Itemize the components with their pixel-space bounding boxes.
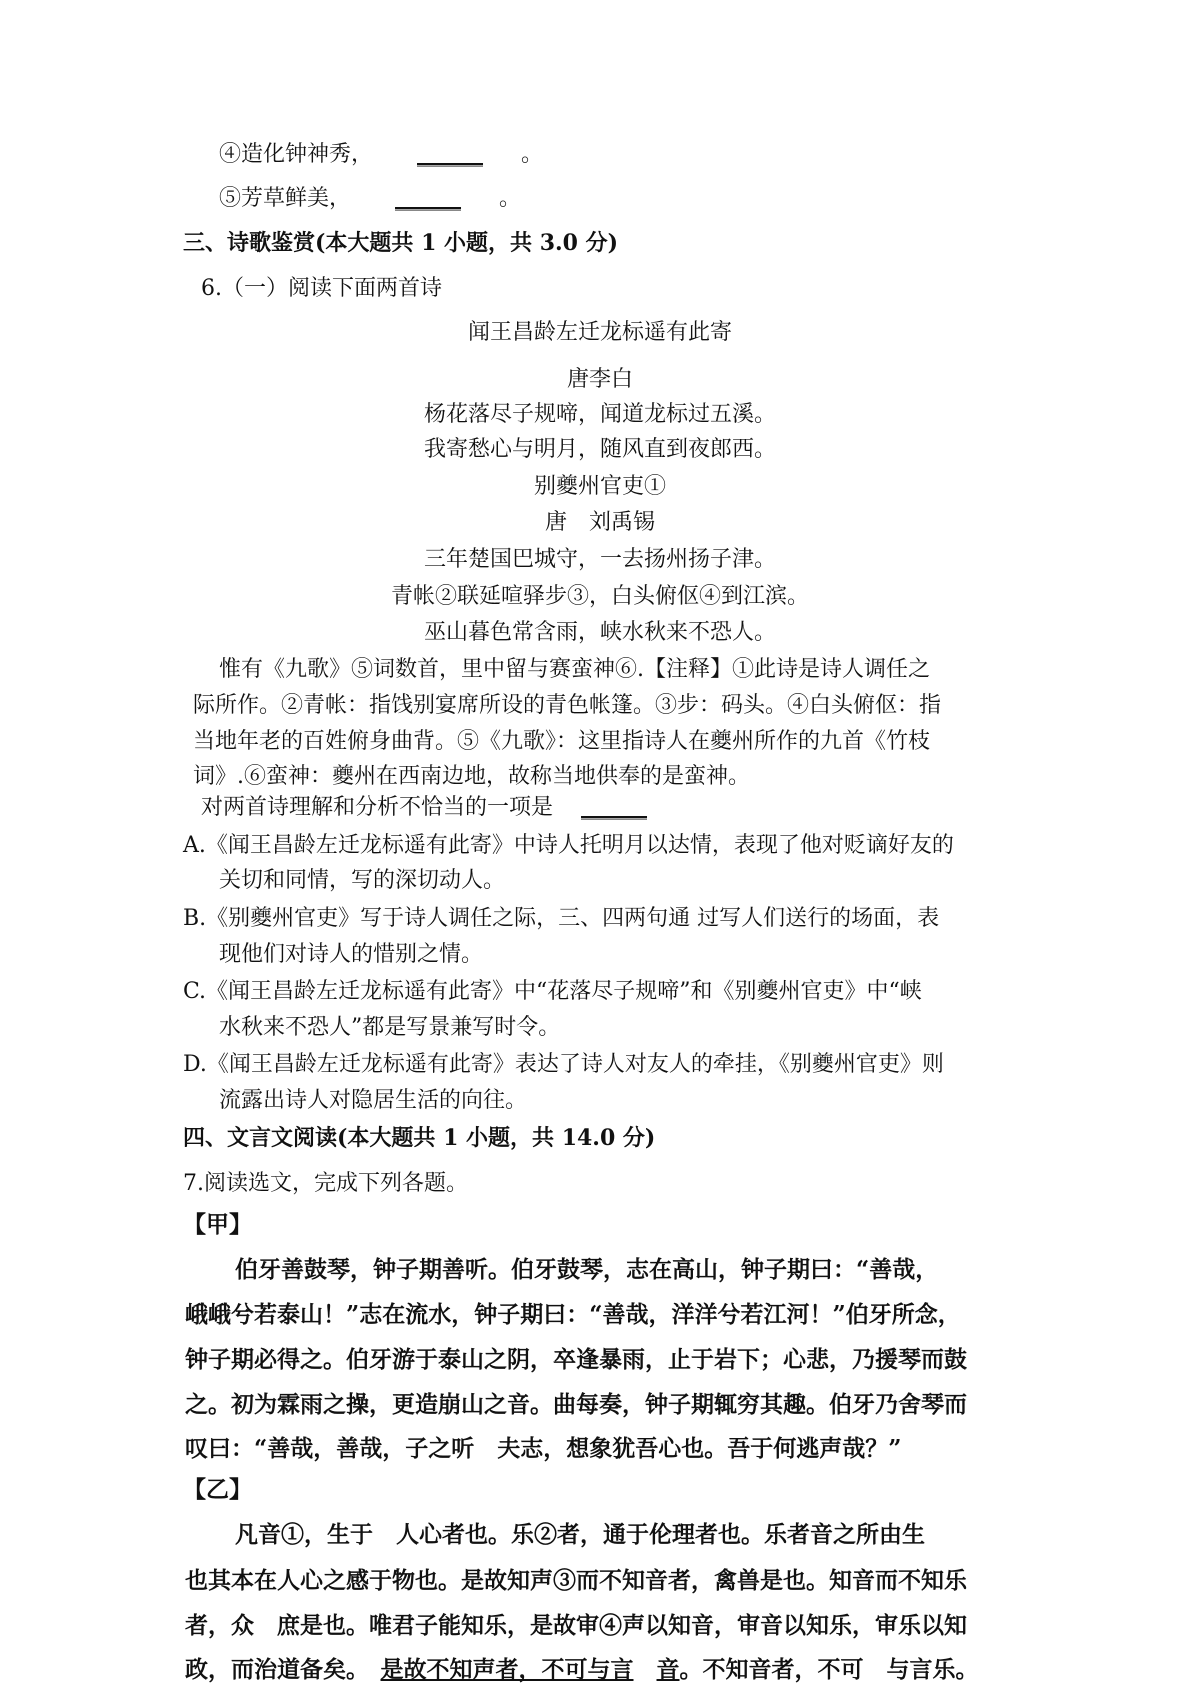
option-b-cont: 现他们对诗人的惜别之情。 (219, 942, 484, 967)
answer-blank[interactable]: ______ (417, 142, 484, 167)
answer-blank[interactable]: ______ (581, 795, 648, 820)
fill-item-4: ④造化钟神秀， ______ 。 (219, 138, 543, 172)
passage-jia-line: 峨峨兮若泰山！”志在流水，钟子期曰：“善哉，洋洋兮若江河！”伯牙所念， (185, 1301, 961, 1328)
poem-1-author: 唐李白 (566, 367, 633, 392)
poem-2-line: 巫山暮色常含雨，峡水秋来不恐人。 (423, 620, 776, 645)
poem-2-line: 青帐②联延喧驿步③，白头俯伛④到江滨。 (390, 584, 809, 609)
passage-yi-line: 者，众 庶是也。唯君子能知乐，是故审④声以知音，审音以知乐，审乐以知 (185, 1612, 967, 1639)
poem-1-line: 杨花落尽子规啼，闻道龙标过五溪。 (423, 402, 776, 427)
passage-jia-line: 之。初为霖雨之操，更造崩山之音。曲每奏，钟子期辄穷其趣。伯牙乃舍琴而 (185, 1391, 967, 1418)
passage-yi-line: 凡音①，生于 人心者也。乐②者，通于伦理者也。乐者音之所由生 (235, 1521, 925, 1548)
poem-1-line: 我寄愁心与明月，随风直到夜郎西。 (423, 437, 776, 462)
option-d-cont: 流露出诗人对隐居生活的向往。 (219, 1088, 528, 1113)
poem-1-title: 闻王昌龄左迁龙标遥有此寄 (467, 320, 732, 345)
question-6-prompt: 对两首诗理解和分析不恰当的一项是 ______ (201, 791, 647, 825)
passage-jia-label: 【甲】 (183, 1211, 252, 1238)
notes-line: 当地年老的百姓俯身曲背。⑤《九歌》：这里指诗人在夔州所作的九首《竹枝 (193, 729, 931, 754)
underlined-char: 音 (656, 1656, 680, 1683)
passage-yi-last-line: 政，而治道备矣。 是故不知声者，不可与言 音。不知音者，不可 与言乐。 (185, 1656, 979, 1683)
fill-item-5: ⑤芳草鲜美， ______ 。 (219, 182, 521, 216)
notes-line: 际所作。②青帐：指饯别宴席所设的青色帐篷。③步：码头。④白头俯伛：指 (193, 693, 942, 718)
passage-yi-label: 【乙】 (183, 1476, 252, 1503)
passage-jia-line: 伯牙善鼓琴，钟子期善听。伯牙鼓琴，志在高山，钟子期曰：“善哉， (235, 1256, 939, 1283)
poem-2-line: 三年楚国巴城守，一去扬州扬子津。 (423, 547, 776, 572)
option-d[interactable]: D.《闻王昌龄左迁龙标遥有此寄》表达了诗人对友人的牵挂，《别夔州官吏》则 (183, 1052, 944, 1077)
option-b[interactable]: B.《别夔州官吏》写于诗人调任之际，三、四两句通 过写人们送行的场面，表 (183, 906, 940, 931)
section-heading-classical: 四、文言文阅读(本大题共 1 小题，共 14.0 分) (183, 1125, 656, 1151)
passage-jia-line: 叹曰：“善哉，善哉，子之听 夫志，想象犹吾心也。吾于何逃声哉？” (185, 1435, 902, 1462)
poem-2-title: 别夔州官吏① (533, 474, 666, 499)
passage-jia-line: 钟子期必得之。伯牙游于泰山之阴，卒逢暴雨，止于岩下；心悲，乃援琴而鼓 (185, 1346, 967, 1373)
underlined-sentence: 是故不知声者，不可与言 (380, 1656, 634, 1683)
option-c-cont: 水秋来不恐人”都是写景兼写时令。 (219, 1015, 561, 1040)
notes-line: 惟有《九歌》⑤词数首，里中留与赛蛮神⑥.【注释】①此诗是诗人调任之 (219, 657, 930, 682)
option-a[interactable]: A.《闻王昌龄左迁龙标遥有此寄》中诗人托明月以达情，表现了他对贬谪好友的 (183, 833, 954, 858)
notes-line: 词》.⑥蛮神：夔州在西南边地，故称当地供奉的是蛮神。 (193, 764, 750, 789)
question-7-intro: 7.阅读选文，完成下列各题。 (183, 1171, 468, 1196)
section-heading-poetry: 三、诗歌鉴赏(本大题共 1 小题，共 3.0 分) (183, 230, 619, 256)
answer-blank[interactable]: ______ (395, 186, 462, 211)
option-a-cont: 关切和同情，写的深切动人。 (219, 868, 506, 893)
question-6-intro: 6.（一）阅读下面两首诗 (201, 276, 442, 301)
poem-2-author: 唐 刘禹锡 (544, 510, 655, 535)
option-c[interactable]: C.《闻王昌龄左迁龙标遥有此寄》中“花落尽子规啼”和《别夔州官吏》中“峡 (183, 979, 922, 1004)
passage-yi-line: 也其本在人心之感于物也。是故知声③而不知音者，禽兽是也。知音而不知乐 (185, 1567, 967, 1594)
